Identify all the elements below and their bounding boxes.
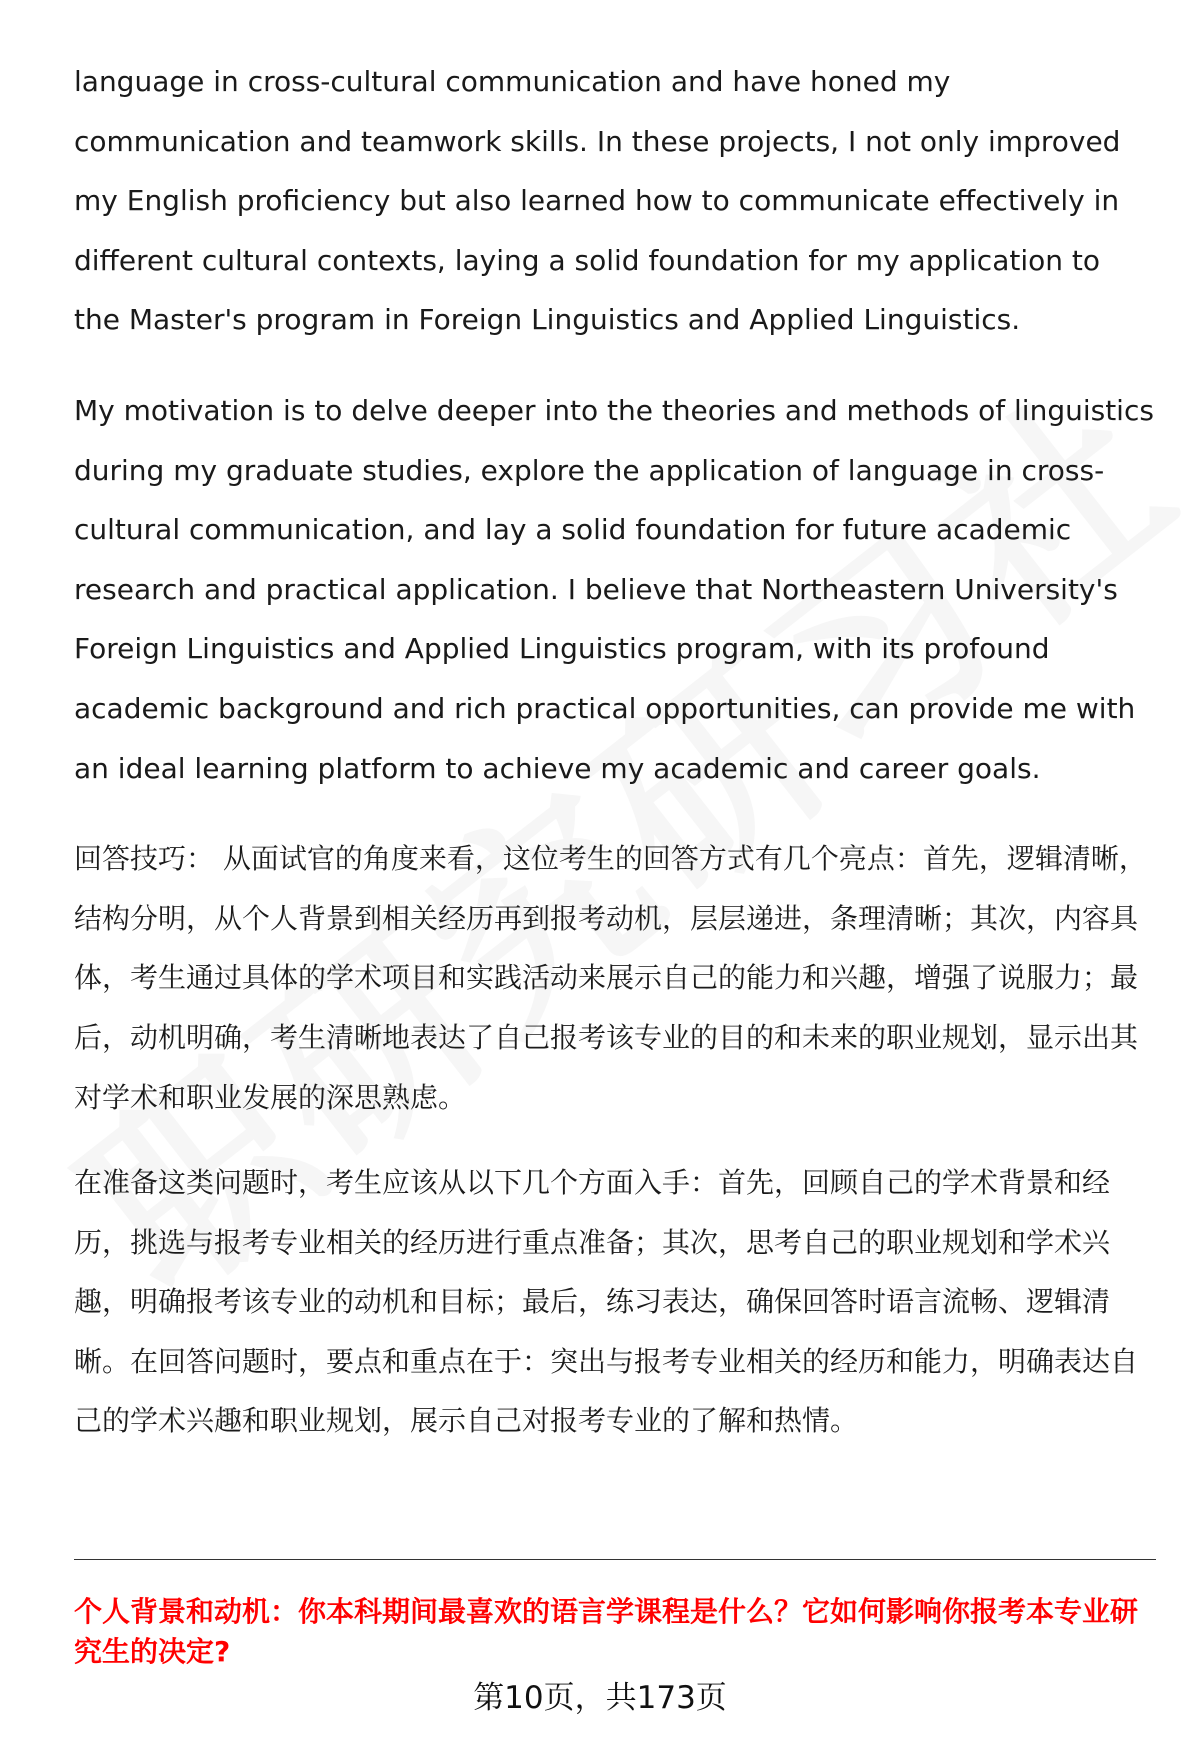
next-question-heading: 个人背景和动机：你本科期间最喜欢的语言学课程是什么？它如何影响你报考本专业研究生的决定? <box>74 1595 1139 1668</box>
paragraph-motivation: My motivation is to delve deeper into the theories and methods of linguistics during my graduate studies, explore the application of language in cross-cultural communication, and lay a solid foundation for future academic research and practical application. I believe that Northeastern University's Foreign Linguistics and Applied Linguistics program, with its profound academic background and rich practical opportunities, can provide me with an ideal learning platform to achieve my academic and career goals. <box>74 393 1154 785</box>
page-number: 第10页，共173页 <box>473 1680 727 1716</box>
document-body <box>74 52 1154 1451</box>
section-divider <box>74 1559 1156 1560</box>
paragraph-answer-tips: 回答技巧： 从面试官的角度来看，这位考生的回答方式有几个亮点：首先，逻辑清晰，结构分明，从个人背景到相关经历再到报考动机，层层递进，条理清晰；其次，内容具体，考生通过具体的学术项目和实践活动来展示自己的能力和兴趣，增强了说服力；最后，动机明确，考生清晰地表达了自己报考该专业的目的和未来的职业规划，显示出其对学术和职业发展的深思熟虑。 <box>74 842 1147 1114</box>
paragraph-experience: language in cross-cultural communication and have honed my communication and teamwork skills. In these projects, I not only improved my English proficiency but also learned how to communicate effectively in different cultural contexts, laying a solid foundation for my application to the Master's program in Foreign Linguistics and Applied Linguistics. <box>74 65 1121 337</box>
paragraph-preparation-advice: 在准备这类问题时，考生应该从以下几个方面入手：首先，回顾自己的学术背景和经历，挑选与报考专业相关的经历进行重点准备；其次，思考自己的职业规划和学术兴趣，明确报考该专业的动机和目标；最后，练习表达，确保回答时语言流畅、逻辑清晰。在回答问题时，要点和重点在于：突出与报考专业相关的经历和能力，明确表达自己的学术兴趣和职业规划，展示自己对报考专业的了解和热情。 <box>74 1166 1139 1438</box>
